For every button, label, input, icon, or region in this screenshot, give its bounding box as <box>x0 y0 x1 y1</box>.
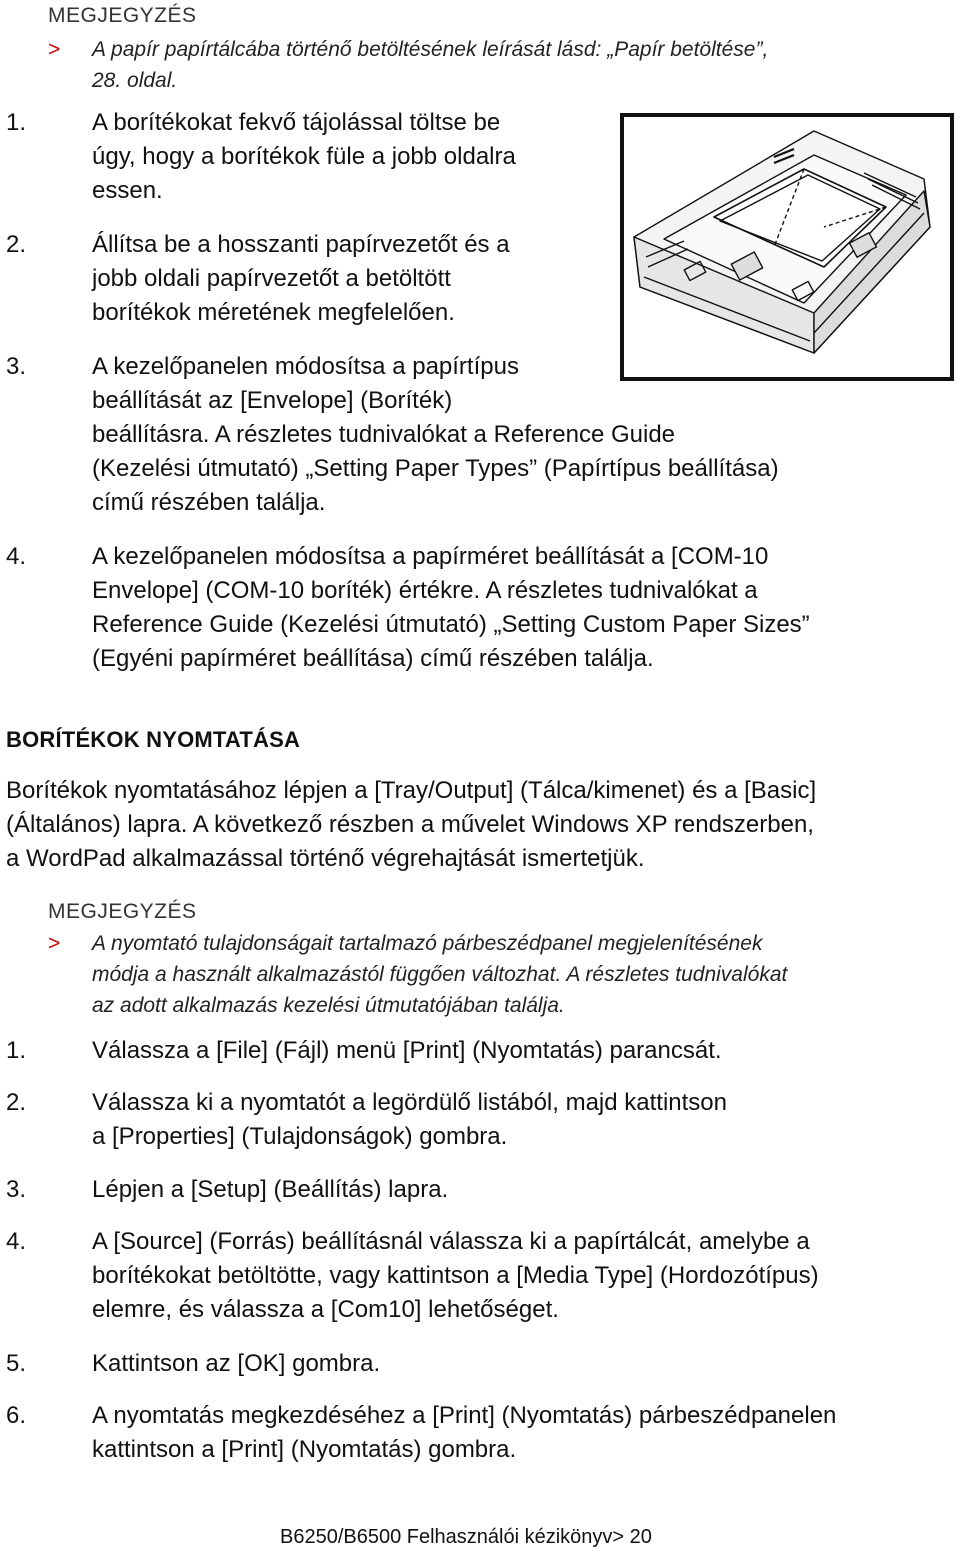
section-heading: BORÍTÉKOK NYOMTATÁSA <box>6 727 301 752</box>
note-text <box>92 34 768 96</box>
step-line: jobb oldali papírvezetőt a betöltött <box>92 265 451 292</box>
intro-line: Borítékok nyomtatásához lépjen a [Tray/Output] (Tálca/kimenet) és a [Basic] <box>6 777 817 804</box>
step-number: 4. <box>6 543 27 570</box>
step-line: Állítsa be a hosszanti papírvezetőt és a <box>92 231 510 258</box>
note-line: A nyomtató tulajdonságait tartalmazó párbeszédpanel megjelenítésének <box>92 932 763 955</box>
page-footer: B6250/B6500 Felhasználói kézikönyv> 20 <box>280 1526 652 1548</box>
note-line: A papír papírtálcába történő betöltésének leírását lásd: „Papír betöltése”, <box>92 38 769 61</box>
step-text <box>92 1399 836 1467</box>
step-number: 2. <box>6 1089 27 1116</box>
step-line: essen. <box>92 177 163 204</box>
step-line: úgy, hogy a borítékok füle a jobb oldalra <box>92 143 516 170</box>
step-text <box>92 1173 448 1207</box>
step-line: Envelope] (COM-10 boríték) értékre. A részletes tudnivalókat a <box>92 577 758 604</box>
step-line: Válassza a [File] (Fájl) menü [Print] (Nyomtatás) parancsát. <box>92 1037 722 1064</box>
step-number: 2. <box>6 231 27 258</box>
step-line: A [Source] (Forrás) beállításnál válassza ki a papírtálcát, amelybe a <box>92 1228 810 1255</box>
note-marker: > <box>48 932 61 955</box>
intro-line: a WordPad alkalmazással történő végrehajtását ismertetjük. <box>6 845 645 872</box>
step-line: című részében találja. <box>92 489 326 516</box>
step-line: A borítékokat fekvő tájolással töltse be <box>92 109 501 136</box>
step-line: A kezelőpanelen módosítsa a papírméret beállítását a [COM-10 <box>92 543 769 570</box>
step-number: 4. <box>6 1228 27 1255</box>
note-marker: > <box>48 38 61 61</box>
tray-illustration <box>620 113 954 381</box>
step-text <box>92 540 810 676</box>
step-text <box>92 1034 722 1068</box>
step-text <box>92 1347 380 1381</box>
note-text <box>92 928 787 1021</box>
step-line: borítékokat betöltötte, vagy kattintson a [Media Type] (Hordozótípus) <box>92 1262 819 1289</box>
step-line: beállítását az [Envelope] (Boríték) <box>92 387 453 414</box>
intro-line: (Általános) lapra. A következő részben a művelet Windows XP rendszerben, <box>6 811 814 838</box>
step-number: 5. <box>6 1350 27 1377</box>
step-text <box>92 1225 819 1327</box>
step-line: a [Properties] (Tulajdonságok) gombra. <box>92 1123 508 1150</box>
step-line: Reference Guide (Kezelési útmutató) „Setting Custom Paper Sizes” <box>92 611 810 638</box>
step-line: Kattintson az [OK] gombra. <box>92 1350 381 1377</box>
step-line: elemre, és válassza a [Com10] lehetőséget. <box>92 1296 559 1323</box>
note-label: MEGJEGYZÉS <box>48 900 197 923</box>
step-line: A kezelőpanelen módosítsa a papírtípus <box>92 353 519 380</box>
note-label: MEGJEGYZÉS <box>48 4 197 27</box>
step-number: 6. <box>6 1402 27 1429</box>
step-line: borítékok méretének megfelelően. <box>92 299 455 326</box>
step-line: (Kezelési útmutató) „Setting Paper Types” (Papírtípus beállítása) <box>92 455 779 482</box>
step-text <box>92 228 510 330</box>
note-line: az adott alkalmazás kezelési útmutatójában találja. <box>92 994 565 1017</box>
section-intro <box>6 774 951 876</box>
step-number: 3. <box>6 353 27 380</box>
step-number: 1. <box>6 1037 27 1064</box>
step-line: beállításra. A részletes tudnivalókat a Reference Guide <box>92 421 676 448</box>
step-line: A nyomtatás megkezdéséhez a [Print] (Nyomtatás) párbeszédpanelen <box>92 1402 837 1429</box>
step-text <box>92 1086 727 1154</box>
paper-tray-image <box>624 117 950 377</box>
note-line: 28. oldal. <box>92 69 178 92</box>
step-number: 1. <box>6 109 27 136</box>
note-line: módja a használt alkalmazástól függően változhat. A részletes tudnivalókat <box>92 963 788 986</box>
step-line: kattintson a [Print] (Nyomtatás) gombra. <box>92 1436 517 1463</box>
step-line: (Egyéni papírméret beállítása) című részében találja. <box>92 645 654 672</box>
step-line: Válassza ki a nyomtatót a legördülő listából, majd kattintson <box>92 1089 728 1116</box>
step-line: Lépjen a [Setup] (Beállítás) lapra. <box>92 1176 449 1203</box>
step-text <box>92 106 516 208</box>
step-number: 3. <box>6 1176 27 1203</box>
